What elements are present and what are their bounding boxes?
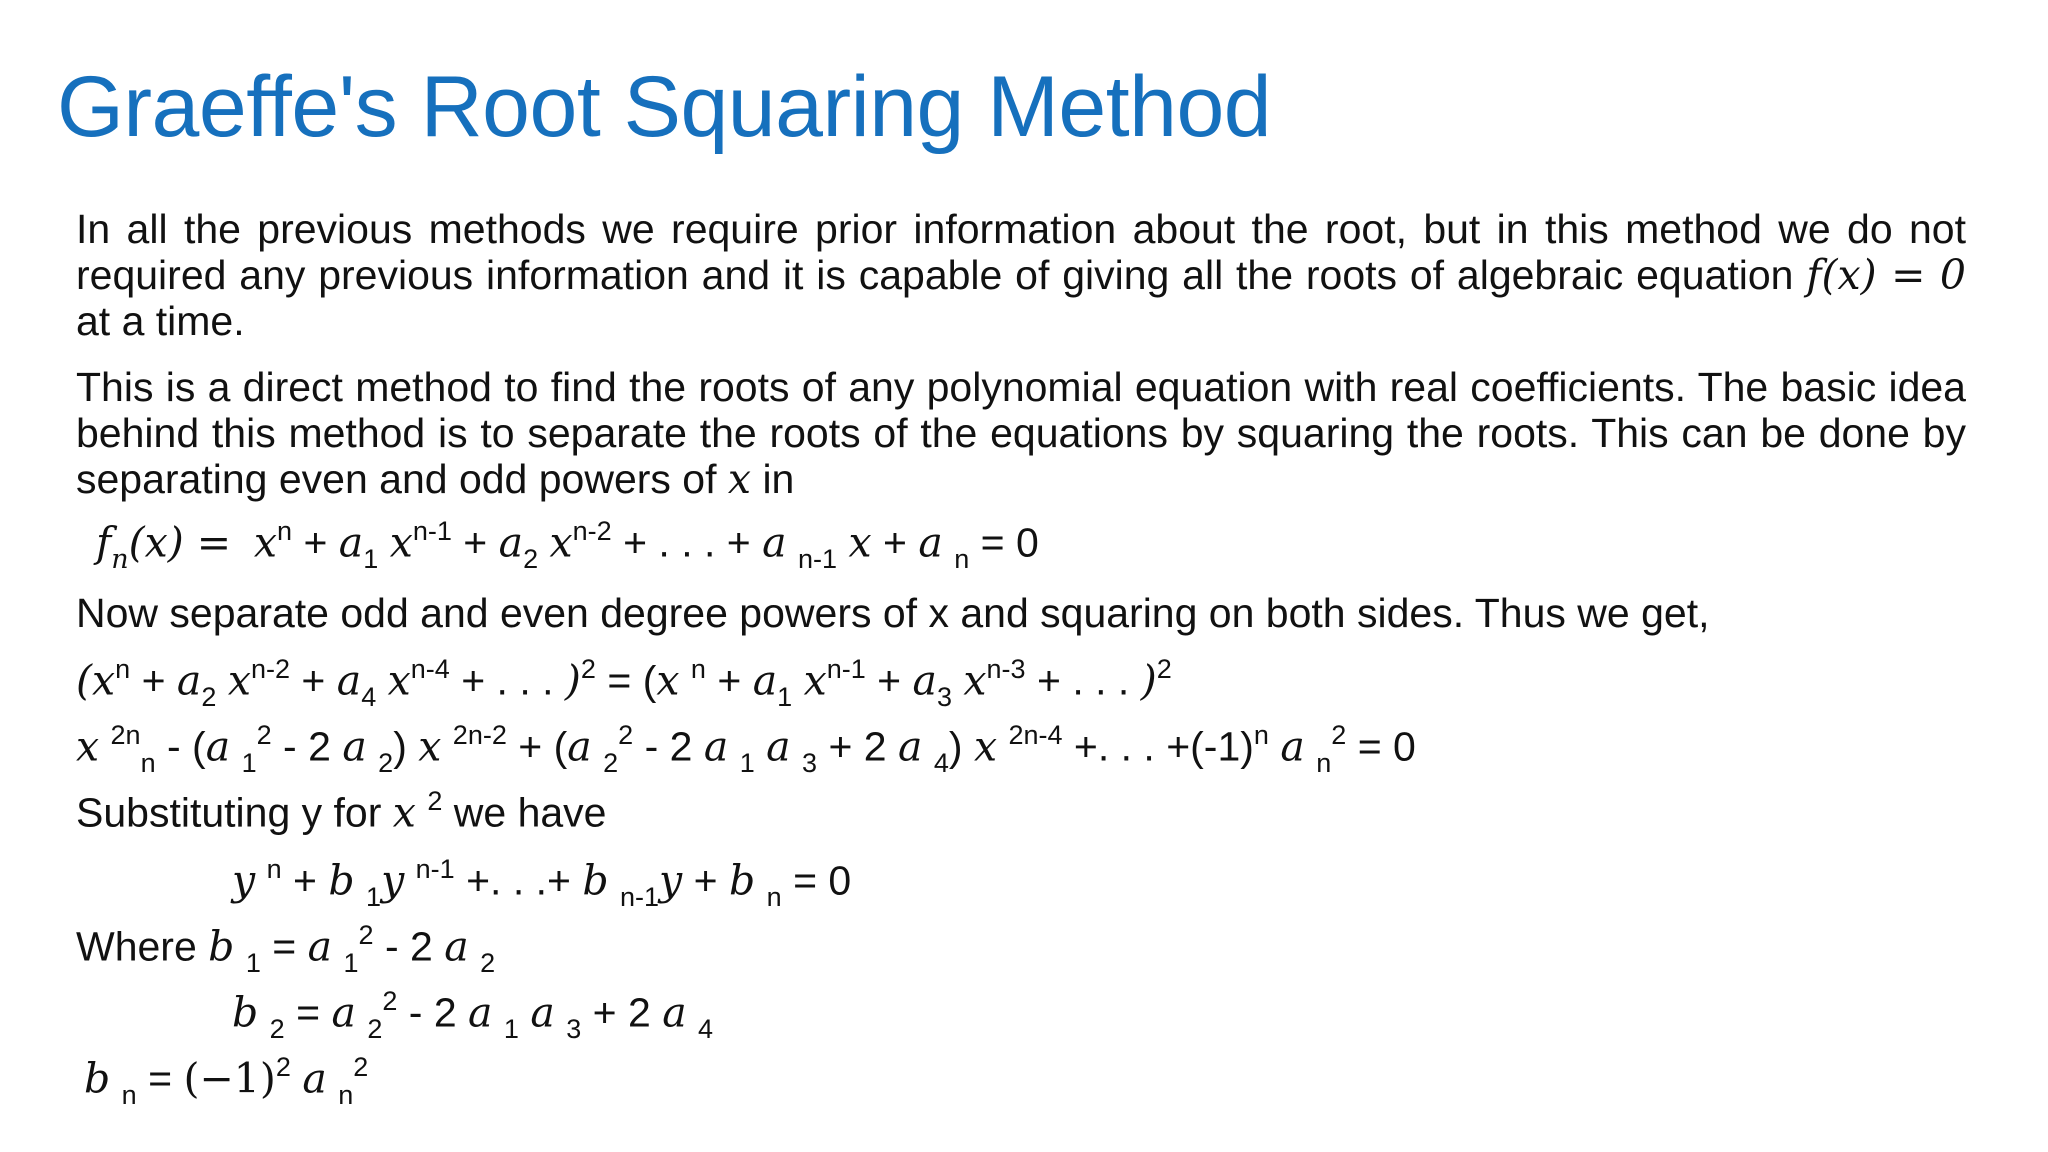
where-b2 xyxy=(232,988,713,1043)
eq3-x: x xyxy=(418,722,442,771)
where-a: a xyxy=(307,922,333,971)
eq3-sq: 2 xyxy=(256,720,272,750)
eq2-plus: + xyxy=(301,657,326,704)
sub-text: Substituting y for xyxy=(76,789,382,836)
eq4-plus: + xyxy=(547,857,571,904)
where-sq: 2 xyxy=(353,1052,369,1082)
eq2-pow: n xyxy=(690,654,706,684)
where-b1 xyxy=(76,922,495,977)
eq2-sub: 4 xyxy=(361,681,377,712)
eq3-sq: 2 xyxy=(618,720,634,750)
where-sub: 1 xyxy=(343,947,359,978)
eq3-sub: 3 xyxy=(802,747,818,778)
eq2-plus: + xyxy=(141,657,166,704)
where-neg: (−1) xyxy=(183,1054,276,1103)
eq4-plus: + xyxy=(293,857,317,904)
eq2-a: a xyxy=(336,656,362,705)
eq3-sub: n xyxy=(1316,747,1332,778)
eq1-sub-2: 2 xyxy=(523,543,539,574)
where-sub: 2 xyxy=(269,1013,285,1044)
eq3-op: + ( xyxy=(518,723,568,770)
eq3-a: a xyxy=(567,722,592,771)
eq2-x: x xyxy=(387,656,411,705)
eq3-sq: 2 xyxy=(1331,720,1347,750)
eq1-plus: + xyxy=(623,519,648,566)
equation-polynomial xyxy=(96,518,1039,573)
eq4-pow: n-1 xyxy=(415,854,455,884)
eq4-b: b xyxy=(728,856,756,905)
eq1-sub-n: n xyxy=(954,543,970,574)
where-sub: 2 xyxy=(480,947,496,978)
eq1-x: x xyxy=(253,518,277,567)
math-f-of-x: f(x) = 0 xyxy=(1806,251,1966,299)
eq3-close: ) xyxy=(393,723,407,770)
eq2-a: a xyxy=(176,656,202,705)
eq1-a: a xyxy=(762,518,787,567)
eq3-a: a xyxy=(1280,722,1305,771)
eq3-sub: 4 xyxy=(933,747,949,778)
where-a: a xyxy=(331,988,356,1037)
where-b: b xyxy=(84,1054,111,1103)
eq1-arg: (x) = xyxy=(128,518,232,567)
eq3-sub: 1 xyxy=(739,747,755,778)
eq3-op: - 2 xyxy=(644,723,693,770)
eq4-sub: 1 xyxy=(366,881,382,912)
where-b: b xyxy=(232,988,259,1037)
eq2-sq: 2 xyxy=(580,654,596,684)
eq2-x: x xyxy=(963,656,987,705)
slide-title: Graeffe's Root Squaring Method xyxy=(57,59,1272,155)
eq4-b: b xyxy=(328,856,355,905)
eq3-op: - 2 xyxy=(283,723,331,770)
where-op: + 2 xyxy=(592,989,651,1036)
eq4-plus: + xyxy=(693,857,718,904)
text-separate: Now separate odd and even degree powers of x and squaring on both sides. Thus we get, xyxy=(76,590,1710,636)
eq1-plus: + xyxy=(882,519,907,566)
eq1-pow-n1: n-1 xyxy=(412,516,452,546)
eq4-y: y xyxy=(232,856,256,905)
where-sub: 4 xyxy=(698,1013,714,1044)
eq1-a: a xyxy=(498,518,524,567)
eq1-pow-n: n xyxy=(277,516,293,546)
where-a: a xyxy=(662,988,687,1037)
eq3-pow: 2n-2 xyxy=(452,720,507,750)
eq3-pow: n xyxy=(1253,720,1269,750)
eq3-sub: n xyxy=(140,747,156,778)
intro-tail: at a time. xyxy=(76,298,245,344)
paragraph-intro xyxy=(76,206,1966,344)
eq4-plus: + xyxy=(466,857,491,904)
eq1-a: a xyxy=(338,518,364,567)
where-bn xyxy=(84,1054,368,1109)
where-label: Where xyxy=(76,923,197,970)
where-sub: 3 xyxy=(566,1013,582,1044)
eq1-x: x xyxy=(848,518,872,567)
eq3-sub: 2 xyxy=(603,747,619,778)
eq3-sub: 2 xyxy=(378,747,394,778)
eq1-eq: = 0 xyxy=(980,519,1039,566)
eq4-sub: n xyxy=(766,881,782,912)
eq3-x: x xyxy=(76,722,100,771)
eq2-close: ) xyxy=(1140,656,1157,705)
eq4-pow: n xyxy=(266,854,282,884)
eq2-dots: . . . xyxy=(1072,657,1130,704)
eq3-pow: 2n-4 xyxy=(1008,720,1063,750)
eq4-dots: . . . xyxy=(490,857,547,904)
where-sq: 2 xyxy=(275,1052,291,1082)
equation-expanded xyxy=(76,722,1416,777)
where-op: - 2 xyxy=(408,989,457,1036)
where-a: a xyxy=(530,988,555,1037)
eq4-sub: n-1 xyxy=(620,881,660,912)
eq2-pow: n-4 xyxy=(410,654,450,684)
eq2-pow: n-3 xyxy=(986,654,1026,684)
math-var-x: x xyxy=(727,455,752,503)
eq2-x: x xyxy=(227,656,251,705)
eq4-y: y xyxy=(659,856,683,905)
equation-squared xyxy=(76,656,1172,711)
eq2-pow: n-2 xyxy=(250,654,290,684)
eq2-close: ) xyxy=(564,656,581,705)
eq1-sub-1: 1 xyxy=(363,543,379,574)
eq2-a: a xyxy=(752,656,778,705)
eq2-plus: + xyxy=(877,657,902,704)
eq2-plus: + xyxy=(717,657,742,704)
where-a: a xyxy=(302,1054,327,1103)
eq2-sub: 2 xyxy=(201,681,217,712)
where-sub: 1 xyxy=(503,1013,519,1044)
where-a: a xyxy=(444,922,469,971)
eq2-x: x xyxy=(656,656,680,705)
eq1-plus: + xyxy=(463,519,488,566)
equation-y xyxy=(232,856,851,911)
eq3-x: x xyxy=(973,722,998,771)
eq2-pow: n xyxy=(115,654,131,684)
eq1-plus: + xyxy=(726,519,751,566)
sub-sq: 2 xyxy=(427,786,443,816)
eq1-x: x xyxy=(549,518,573,567)
where-op: - 2 xyxy=(384,923,433,970)
eq1-f: f xyxy=(96,518,112,567)
method-text: This is a direct method to find the roots of any polynomial equation with real coefficients. The basic idea behind this method is to separate the roots of the equations by squaring the roots. This can be done by separating even and odd powers of xyxy=(76,364,1966,502)
eq1-f-sub: n xyxy=(111,543,129,575)
where-sub: 1 xyxy=(245,947,261,978)
intro-text: In all the previous methods we require prior information about the root, but in this method we do not required any previous information and it is capable of giving all the roots of algebraic equation xyxy=(76,206,1966,298)
eq3-op: + 2 xyxy=(828,723,887,770)
sub-tail: we have xyxy=(453,789,607,836)
eq1-dots: . . . xyxy=(658,519,716,566)
eq2-x: x xyxy=(803,656,827,705)
where-sub: 2 xyxy=(367,1013,383,1044)
eq2-a: a xyxy=(912,656,937,705)
where-eq: = xyxy=(148,1055,173,1102)
eq4-y: y xyxy=(381,856,405,905)
eq3-close: ) xyxy=(948,723,963,770)
eq1-sub-n1: n-1 xyxy=(798,543,838,574)
eq4-b: b xyxy=(582,856,609,905)
where-eq: = xyxy=(272,923,297,970)
eq3-eq: = 0 xyxy=(1357,723,1416,770)
eq1-plus: + xyxy=(303,519,328,566)
eq2-sq: 2 xyxy=(1156,654,1172,684)
method-tail: in xyxy=(762,456,795,502)
eq1-x: x xyxy=(389,518,413,567)
eq3-a: a xyxy=(703,722,729,771)
sub-x: x xyxy=(392,788,416,837)
eq2-plus: + xyxy=(1036,657,1061,704)
eq3-pow: 2n xyxy=(110,720,141,750)
eq3-a: a xyxy=(205,722,231,771)
eq2-plus: + xyxy=(461,657,486,704)
eq2-open: ( xyxy=(76,656,92,705)
where-sq: 2 xyxy=(382,986,398,1016)
where-sq: 2 xyxy=(358,920,374,950)
eq3-op: - ( xyxy=(167,723,206,770)
eq3-a: a xyxy=(897,722,923,771)
where-eq: = xyxy=(296,989,321,1036)
eq2-pow: n-1 xyxy=(826,654,866,684)
eq2-eq: = ( xyxy=(607,657,657,704)
eq2-x: x xyxy=(92,656,116,705)
eq4-eq: = 0 xyxy=(793,857,852,904)
where-sub: n xyxy=(338,1079,354,1110)
eq3-sub: 1 xyxy=(241,747,257,778)
where-b: b xyxy=(208,922,235,971)
eq3-tail: +. . . +(-1) xyxy=(1073,723,1254,770)
eq3-a: a xyxy=(342,722,367,771)
where-a: a xyxy=(468,988,493,1037)
eq2-sub: 1 xyxy=(777,681,793,712)
where-sub: n xyxy=(121,1079,137,1110)
eq1-pow-n2: n-2 xyxy=(572,516,612,546)
eq2-dots: . . . xyxy=(496,657,554,704)
eq2-sub: 3 xyxy=(936,681,952,712)
text-substituting xyxy=(76,788,606,837)
eq3-a: a xyxy=(766,722,791,771)
eq1-a: a xyxy=(918,518,943,567)
paragraph-method xyxy=(76,364,1966,502)
